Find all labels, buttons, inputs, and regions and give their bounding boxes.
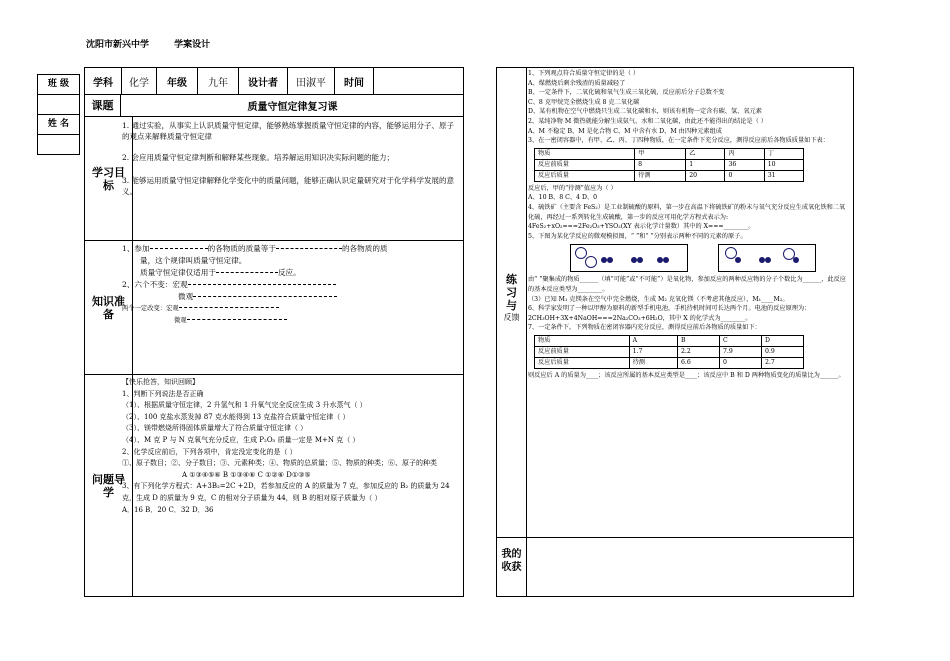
goal-item: 1. 通过实验，从事实上认识质量守恒定律，能够熟练掌握质量守恒定律的内容，能够运用分子、原子的观点来解释质量守恒定律 [122,121,455,141]
table-cell: 0 [719,357,761,368]
time-value[interactable] [374,68,463,94]
table-cell: 2.7 [761,357,803,368]
table-cell: 1.7 [629,346,677,357]
harvest-separator [497,537,853,538]
harvest-label [497,548,526,574]
designer-label: 设计者 [239,68,288,94]
goals-label: 学习目标 [85,117,133,240]
practice-line: 则反应后 A 的质量为____；该反应所属的基本反应类型是____；该反应中 B 和 D 两种物质变化的质量比为______。 [528,371,845,379]
practice-label-column [497,68,527,596]
table-cell: 反应前质量 [535,346,630,357]
practice-line: A、M 不稳定 B、M 是化合物 C、M 中含有水 D、M 由四种元素组成 [528,127,722,135]
knowledge-text: 反应。 [277,268,301,277]
table-cell: 7.9 [719,346,761,357]
table-cell: 待测 [635,170,686,181]
table-cell: 待测 [629,357,677,368]
product-box [718,244,816,272]
table-cell: 0 [725,170,764,181]
goals-content [122,119,459,205]
questions-content [122,377,459,516]
practice-line: C、8 克甲烷完全燃烧生成 8 克二氧化碳 [528,98,640,106]
doc-type: 学案设计 [174,40,211,50]
practice-line: 7、一定条件下，下列物质在密闭容器内充分反应，测得反应前后各物质的质量如下： [528,324,761,332]
atom-filled-icon [765,257,771,263]
table-cell: 丙 [725,148,764,159]
atom-filled-icon [637,257,643,263]
question-line: （3）、镁带燃烧所得固体质量增大了符合质量守恒定律（ ） [122,424,308,433]
questions-label: 问题导学 [85,375,133,596]
topic-title: 质量守恒定律复习课 [247,101,338,113]
question-line: A．16 B．20 C．32 D．36 [122,505,214,514]
harvest-area[interactable] [528,540,851,594]
atom-filled-icon [607,257,613,263]
meta-row [85,68,463,95]
table-cell: 20 [686,170,725,181]
class-name-box [37,74,80,155]
subject-value: 化学 [122,68,157,94]
harvest-text: 我的收获 [501,549,522,573]
practice-line: 4、硫铁矿（主要含 FeS₂）是工业制硫酸的原料，第一步在高温下将硫铁矿的粉末与氧气充分反应生成氧化铁和二氧化硫，再经过一系列转化生成硫酸，第一步的反应可用化学方程式表示为: [528,203,846,221]
table-cell: 反应前质量 [535,159,635,170]
practice-line: 5、下图为某化学反应的微观模拟图，“ ”和“ ”分别表示两种不同的元素的原子。 [528,232,747,240]
atom-filled-icon [793,257,799,263]
knowledge-text: 量，这个规律叫质量守恒定律。 [140,256,247,265]
practice-line: B、一定条件下，二氧化硫和氧气生成三氧化硫，反应前后分子总数不变 [528,89,725,97]
lesson-plan-table [84,67,464,597]
grade-value: 九年 [198,68,239,94]
table-row [535,357,804,368]
designer-value: 田淑平 [288,68,335,94]
atom-open-icon [585,256,597,268]
questions-row [85,375,463,596]
table-cell: 6.6 [677,357,719,368]
table-cell: 0.9 [761,346,803,357]
table-cell: 反应后质量 [535,170,635,181]
name-field[interactable] [38,135,79,154]
practice-label-big: 练习与 [506,273,517,312]
goal-item: 3. 能够运用质量守恒定律解释化学变化中的质量问题，能够正确认识定量研究对于化学科学发展的意义。 [122,176,455,196]
table-cell: 丁 [764,148,803,159]
subject-label: 学科 [85,68,122,94]
table-cell: 8 [635,159,686,170]
question-line: ①、原子数目；②、分子数目；③、元素种类；④、物质的总质量；⑤、物质的种类；⑥、原子的种类 [122,459,437,468]
table-cell: B [677,335,719,346]
practice-label-small: 反馈 [503,313,520,322]
knowledge-text: 微观 [178,292,194,301]
practice-line: 3、在一密闭容器中，有甲、乙、丙、丁四种物质，在一定条件下充分反应，测得反应前后各物质质量如下表： [528,137,829,145]
table-cell: D [761,335,803,346]
practice-line: A、10 B、8 C、4 D、0 [528,194,598,202]
molecule-diagram [528,241,851,275]
question-line: 2、化学反应前后，下列各项中，肯定没定变化的是（ ） [122,447,297,456]
question-line: 3、有下列化学方程式：A+3B₂=2C +2D，若参加反应的 A 的质量为 7 克，参加反应的 B₂ 的质量为 24 克，生成 D 的质量为 9 克，C 的相对分子质量为 44，则 B 的相对原子质量为（ ） [122,482,450,502]
table-cell: 36 [725,159,764,170]
knowledge-text: 的各物质的质量等于 [207,244,276,253]
class-label: 班 级 [38,75,79,95]
table-row [535,335,804,346]
knowledge-text: 两个一定改变：宏观 [122,305,179,312]
knowledge-content [122,243,459,327]
knowledge-row [85,241,463,375]
question-line: （2）、100 克盐水蒸发掉 87 克水能得到 13 克盐符合质量守恒定律（ ） [122,412,350,421]
table-row [535,159,804,170]
grade-label: 年级 [157,68,198,94]
table-cell: 1 [686,159,725,170]
knowledge-text: 质量守恒定律仅适用于 [140,268,216,277]
table-row [535,148,804,159]
practice-line: 由“ ”聚集成的物质______（填“可能”或“不可能”）是氧化物，参加反应的两种反应物的分子个数比为______，此反应的基本反应类型为________。 [528,276,846,293]
practice-line: （3）已知 M₁ 克镁条在空气中完全燃烧，生成 M₂ 克氧化镁（不考虑其他反应），M₁____M₂。 [528,295,789,303]
practice-table [496,67,854,597]
practice-line: A、煤燃烧后剩余残渣的质量减轻了 [528,79,626,87]
goal-item: 2. 会应用质量守恒定律判断和解释某些现象。培养解运用知识决实际问题的能力； [122,153,395,162]
practice-label [497,273,526,323]
question-line: （4）、M 克 P 与 N 克氧气充分反应，生成 P₂O₅ 质量一定是 M+N 克（ ） [122,435,360,444]
practice-line: 1、下列观点符合质量守恒定律的是（ ） [528,70,640,77]
question-line: 【快乐抢答，知识回顾】 [122,378,199,386]
name-label: 姓 名 [38,115,79,135]
data-table-1 [534,148,804,182]
table-cell: 2.2 [677,346,719,357]
table-cell: A [629,335,677,346]
table-cell: C [719,335,761,346]
table-cell: 乙 [686,148,725,159]
practice-content [528,69,851,380]
practice-line: 反应后，甲的“待测”值应为（ ） [528,184,617,192]
question-line: 1、判断下列说法是否正确 [122,389,204,398]
page-header [86,37,232,50]
knowledge-label: 知识准备 [85,241,133,374]
practice-line: 2、某纯净物 M 微热就能分解生成氨气、水和二氧化碳，由此还不能得出的结论是（ ） [528,117,767,125]
table-cell: 10 [764,159,803,170]
table-cell: 31 [764,170,803,181]
table-row [535,346,804,357]
question-line: （1）、根据质量守恒定律，2 升氢气和 1 升氧气完全反应生成 3 升水蒸气（ ） [122,401,367,410]
table-cell: 物质 [535,335,630,346]
school-name: 沈阳市新兴中学 [86,40,150,50]
practice-line: D、某有机物在空气中燃烧只生成二氧化碳和水，则该有机物一定含有碳、氢、氧元素 [528,108,762,116]
table-row [535,170,804,181]
table-cell: 反应后质量 [535,357,630,368]
practice-line: 6、科学家发明了一种以甲醇为原料的新型手机电池，手机待机时间可长达两个月。电池的反应原理为：2CH₃OH+3X+4NaOH===2Na₂CO₃+6H₂O，其中 X 的化学式为________。 [528,305,811,322]
practice-line: 4FeS₂+xO₂===2Fe₂O₃+YSO₂(XY 表示化学计量数）其中的 X===________。 [528,223,755,231]
reactant-box [570,244,688,272]
data-table-2 [534,335,804,369]
knowledge-text: 微观 [174,317,187,324]
topic-label: 课题 [85,94,121,116]
question-line: A ①③④⑤⑥ B ①③④⑥ C ①②⑥ D①③⑤ [182,470,311,479]
table-cell: 物质 [535,148,635,159]
atom-filled-icon [663,257,669,263]
knowledge-text: 1、参加 [122,244,150,253]
table-cell: 甲 [635,148,686,159]
time-label: 时间 [335,68,374,94]
knowledge-text: 2、六个不变：宏观 [122,280,188,289]
atom-filled-icon [735,257,741,263]
topic-row [85,94,463,117]
knowledge-text: 的各物质的质 [341,244,388,253]
goals-row [85,117,463,241]
class-field[interactable] [38,95,79,115]
